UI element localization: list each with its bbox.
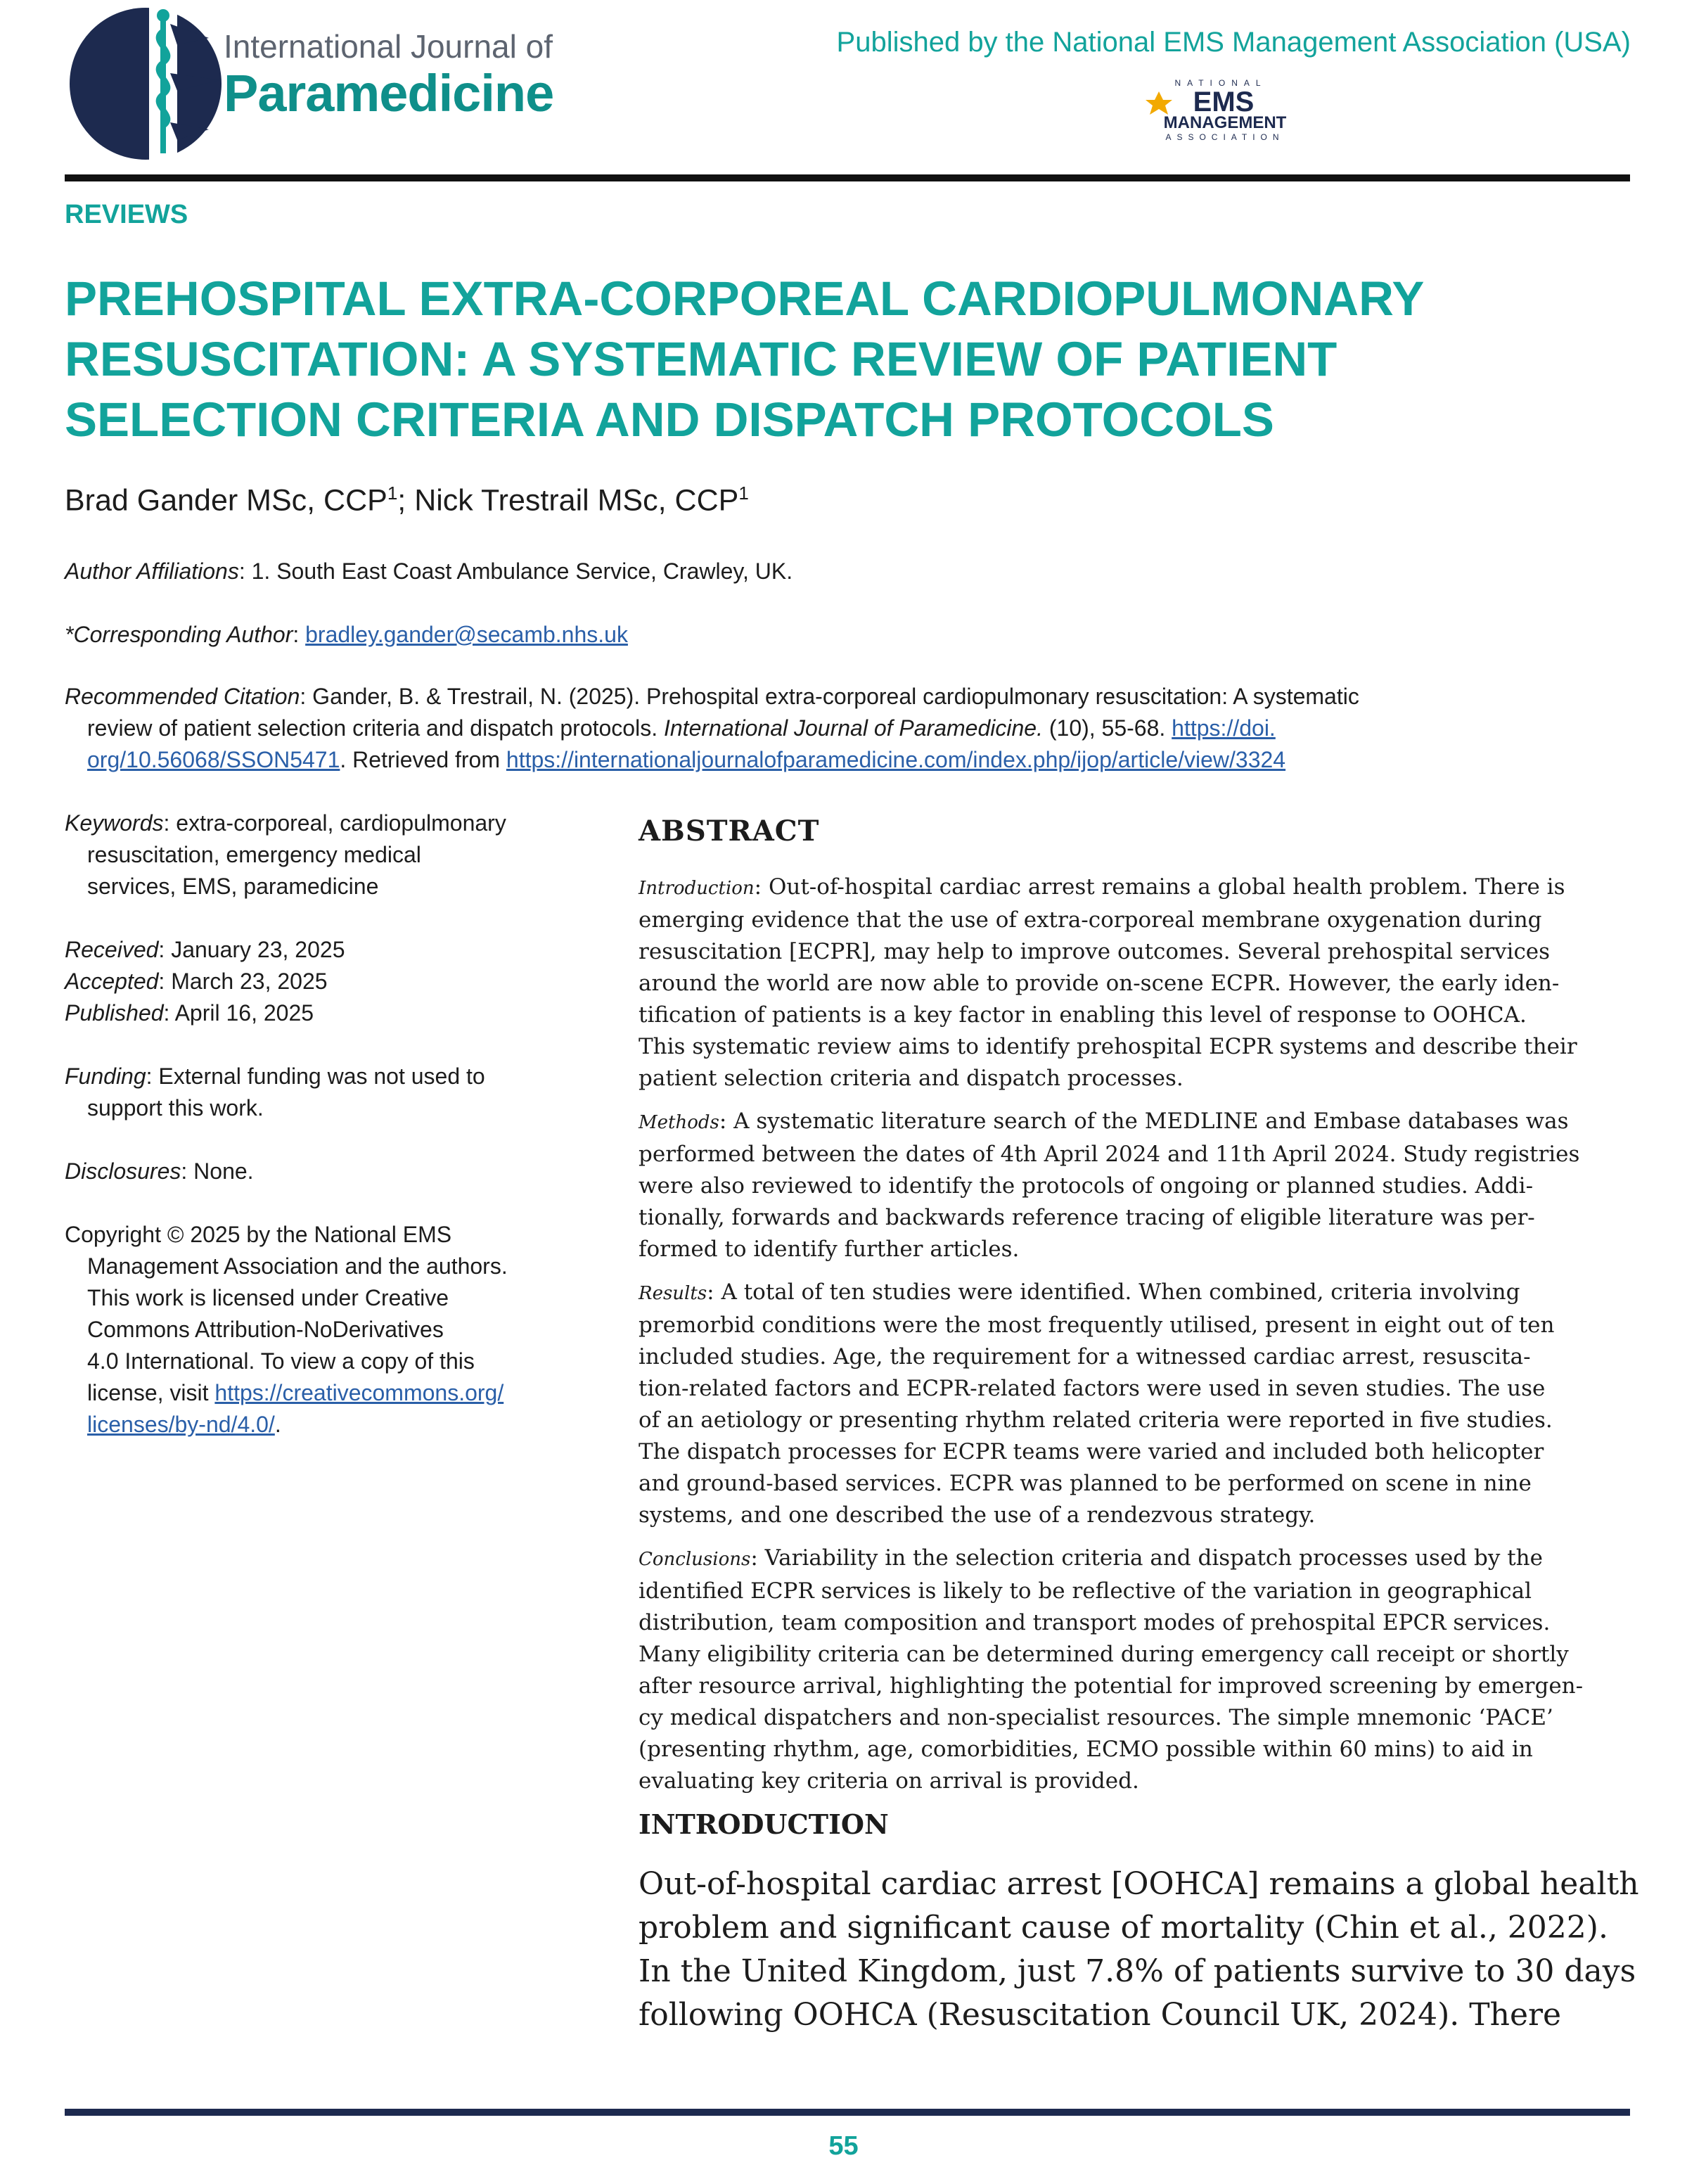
published-label: Published	[65, 1000, 164, 1026]
journal-name-line1: International Journal of	[224, 28, 553, 65]
citation-doi-link-part2[interactable]: org/10.56068/SSON5471	[87, 747, 340, 772]
introduction-line: Out-of-hospital cardiac arrest [OOHCA] remains a global health	[639, 1866, 1639, 1902]
journal-name	[224, 27, 553, 121]
license-link-part1[interactable]: https://creativecommons.org/	[214, 1380, 504, 1405]
copyright-line-1: Copyright © 2025 by the National EMS	[65, 1222, 452, 1247]
author-2-affiliation-mark: 1	[738, 483, 749, 504]
funding-text-1: : External funding was not used to	[146, 1064, 485, 1089]
corresponding-email-link[interactable]: bradley.gander@secamb.nhs.uk	[305, 622, 628, 647]
abstract-heading: ABSTRACT	[639, 815, 820, 848]
citation-text-2: review of patient selection criteria and dispatch protocols.	[87, 715, 664, 741]
abstract-methods-line	[639, 1106, 1636, 1139]
publisher-line: Published by the National EMS Management Association (USA)	[836, 27, 1631, 58]
author-1-affiliation-mark: 1	[387, 483, 398, 504]
author-1: Brad Gander MSc, CCP	[65, 483, 387, 518]
citation-retrieved: . Retrieved from	[340, 747, 506, 772]
abstract-results-text: : A total of ten studies were identified. When combined, criteria involving	[707, 1279, 1520, 1305]
citation-line-2	[65, 713, 1570, 744]
abstract-results-line	[639, 1277, 1636, 1310]
citation-journal: International Journal of Paramedicine.	[663, 715, 1043, 741]
abstract-introduction	[639, 871, 1636, 1094]
abstract-results-label: Results	[639, 1283, 707, 1304]
abstract-methods-label: Methods	[639, 1112, 719, 1133]
abstract-introduction-text: : Out-of-hospital cardiac arrest remains a global health problem. There is	[754, 874, 1565, 900]
abstract-results-line: premorbid conditions were the most frequently utilised, present in eight out of ten	[639, 1313, 1555, 1338]
copyright-line-7	[65, 1409, 606, 1441]
introduction-line: following OOHCA (Resuscitation Council UK, 2024). There	[639, 1997, 1562, 2033]
nemsma-logo	[1138, 76, 1301, 142]
article-info-sidebar	[65, 807, 606, 1441]
abstract-introduction-line: emerging evidence that the use of extra-corporeal membrane oxygenation during	[639, 907, 1542, 933]
accepted-label: Accepted	[65, 969, 159, 994]
abstract-conclusions-line: after resource arrival, highlighting the potential for improved screening by emergen-	[639, 1673, 1584, 1699]
citation-line-1	[65, 681, 1570, 713]
published-value: : April 16, 2025	[163, 1000, 314, 1026]
abstract-methods-text: : A systematic literature search of the MEDLINE and Embase databases was	[719, 1109, 1569, 1134]
abstract-methods-line: formed to identify further articles.	[639, 1237, 1020, 1262]
copyright-line-3: This work is licensed under Creative	[87, 1285, 449, 1310]
copyright-line-2: Management Association and the authors.	[87, 1253, 508, 1279]
journal-logo	[65, 3, 226, 165]
affiliations-text: : 1. South East Coast Ambulance Service, Crawley, UK.	[238, 558, 793, 584]
license-end: .	[274, 1412, 281, 1437]
citation-text-3: (10), 55-68.	[1042, 715, 1172, 741]
title-line-2: RESUSCITATION: A SYSTEMATIC REVIEW OF PATIENT	[65, 332, 1338, 386]
citation-url-link[interactable]: https://internationaljournalofparamedicine.com/index.php/ijop/article/view/3324	[506, 747, 1286, 772]
introduction-line: problem and significant cause of mortality (Chin et al., 2022).	[639, 1910, 1608, 1946]
abstract-conclusions-line: identified ECPR services is likely to be reflective of the variation in geographical	[639, 1578, 1532, 1604]
abstract-introduction-line: This systematic review aims to identify prehospital ECPR systems and describe their	[639, 1034, 1577, 1059]
keywords-label: Keywords	[65, 810, 164, 836]
citation-label: Recommended Citation	[65, 684, 300, 709]
abstract-introduction-line: resuscitation [ECPR], may help to improve outcomes. Several prehospital services	[639, 939, 1551, 964]
abstract-conclusions-line: distribution, team composition and transport modes of prehospital EPCR services.	[639, 1610, 1551, 1635]
journal-name-line2: Paramedicine	[224, 64, 554, 122]
nemsma-logo-top-text: NATIONAL	[1174, 78, 1267, 88]
keywords-line-2: resuscitation, emergency medical	[87, 842, 421, 867]
keywords-text-1: : extra-corporeal, cardiopulmonary	[163, 810, 506, 836]
citation-doi-link-part1[interactable]: https://doi.	[1172, 715, 1276, 741]
title-line-1: PREHOSPITAL EXTRA-CORPOREAL CARDIOPULMONARY	[65, 272, 1425, 326]
received-label: Received	[65, 937, 159, 962]
nemsma-logo-ems: EMS	[1193, 87, 1255, 117]
article-title	[65, 269, 1612, 450]
citation-line-3	[65, 744, 1570, 776]
accepted-value: : March 23, 2025	[158, 969, 328, 994]
received-value: : January 23, 2025	[158, 937, 345, 962]
abstract-results-line: included studies. Age, the requirement for a witnessed cardiac arrest, resuscita-	[639, 1344, 1531, 1369]
abstract-methods-line: tionally, forwards and backwards reference tracing of eligible literature was per-	[639, 1205, 1535, 1230]
abstract-methods-line: were also reviewed to identify the protocols of ongoing or planned studies. Addi-	[639, 1173, 1534, 1199]
abstract-introduction-line	[639, 871, 1636, 905]
published-date	[65, 997, 606, 1029]
abstract-conclusions-line: evaluating key criteria on arrival is provided.	[639, 1768, 1139, 1794]
introduction-line: In the United Kingdom, just 7.8% of patients survive to 30 days	[639, 1953, 1636, 1989]
funding-label: Funding	[65, 1064, 146, 1089]
abstract-conclusions	[639, 1543, 1636, 1797]
keywords-line-3: services, EMS, paramedicine	[87, 874, 379, 899]
license-link-part2[interactable]: licenses/by-nd/4.0/	[87, 1412, 275, 1437]
abstract-conclusions-line	[639, 1543, 1636, 1576]
nemsma-logo-bottom-text: ASSOCIATION	[1165, 132, 1285, 142]
abstract-conclusions-line: Many eligibility criteria can be determined during emergency call receipt or shortly	[639, 1642, 1569, 1667]
recommended-citation	[65, 681, 1570, 776]
copyright-line-4: Commons Attribution-NoDerivatives	[87, 1317, 444, 1342]
title-line-3: SELECTION CRITERIA AND DISPATCH PROTOCOLS	[65, 392, 1274, 447]
abstract-conclusions-line: (presenting rhythm, age, comorbidities, ECMO possible within 60 mins) to aid in	[639, 1737, 1533, 1762]
copyright-line-5: 4.0 International. To view a copy of this	[87, 1348, 475, 1374]
disclosures	[65, 1156, 606, 1187]
abstract-conclusions-line: cy medical dispatchers and non-specialist resources. The simple mnemonic ‘PACE’	[639, 1705, 1553, 1730]
affiliations-label: Author Affiliations	[65, 558, 239, 584]
section-label: REVIEWS	[65, 200, 188, 229]
keywords-line-1	[65, 807, 606, 839]
received-date	[65, 934, 606, 966]
introduction-heading: INTRODUCTION	[639, 1808, 889, 1840]
corresponding-author	[65, 619, 628, 651]
abstract-introduction-line: patient selection criteria and dispatch processes.	[639, 1066, 1184, 1091]
abstract-methods	[639, 1106, 1636, 1265]
abstract-conclusions-label: Conclusions	[639, 1549, 751, 1570]
accepted-date	[65, 966, 606, 997]
abstract-introduction-line: tification of patients is a key factor in enabling this level of response to OOHCA.	[639, 1002, 1527, 1028]
page-number: 55	[828, 2131, 859, 2161]
nemsma-logo-management: MANAGEMENT	[1163, 113, 1287, 132]
abstract-results-line: of an aetiology or presenting rhythm related criteria were reported in five studies.	[639, 1407, 1553, 1433]
abstract-results-line: and ground-based services. ECPR was planned to be performed on scene in nine	[639, 1471, 1532, 1496]
author-affiliations	[65, 556, 793, 587]
abstract-column	[639, 815, 1639, 2037]
corresponding-sep: :	[293, 622, 306, 647]
abstract-methods-line: performed between the dates of 4th April 2024 and 11th April 2024. Study registries	[639, 1142, 1580, 1167]
abstract-results	[639, 1277, 1636, 1531]
citation-text-1: : Gander, B. & Trestrail, N. (2025). Prehospital extra-corporeal cardiopulmonary resuscitation: A systematic	[300, 684, 1359, 709]
author-separator: ;	[397, 483, 415, 518]
disclosures-text: : None.	[181, 1158, 254, 1184]
abstract-results-line: tion-related factors and ECPR-related factors were used in seven studies. The use	[639, 1376, 1546, 1401]
license-prefix: license, visit	[87, 1380, 215, 1405]
abstract-results-line: systems, and one described the use of a rendezvous strategy.	[639, 1502, 1316, 1528]
abstract-introduction-line: around the world are now able to provide on-scene ECPR. However, the early iden-	[639, 971, 1560, 996]
abstract-results-line: The dispatch processes for ECPR teams were varied and included both helicopter	[639, 1439, 1544, 1464]
funding-line-2: support this work.	[87, 1095, 264, 1120]
author-2: Nick Trestrail MSc, CCP	[414, 483, 739, 518]
disclosures-label: Disclosures	[65, 1158, 181, 1184]
corresponding-label: *Corresponding Author	[65, 622, 293, 647]
introduction-body	[639, 1863, 1639, 2037]
funding-line-1	[65, 1061, 606, 1092]
copyright-line-6	[65, 1377, 606, 1409]
abstract-introduction-label: Introduction	[639, 878, 755, 899]
footer-rule	[65, 2109, 1630, 2116]
abstract-conclusions-text: : Variability in the selection criteria and dispatch processes used by the	[750, 1545, 1543, 1571]
author-list	[65, 483, 749, 518]
header-rule	[65, 174, 1630, 181]
